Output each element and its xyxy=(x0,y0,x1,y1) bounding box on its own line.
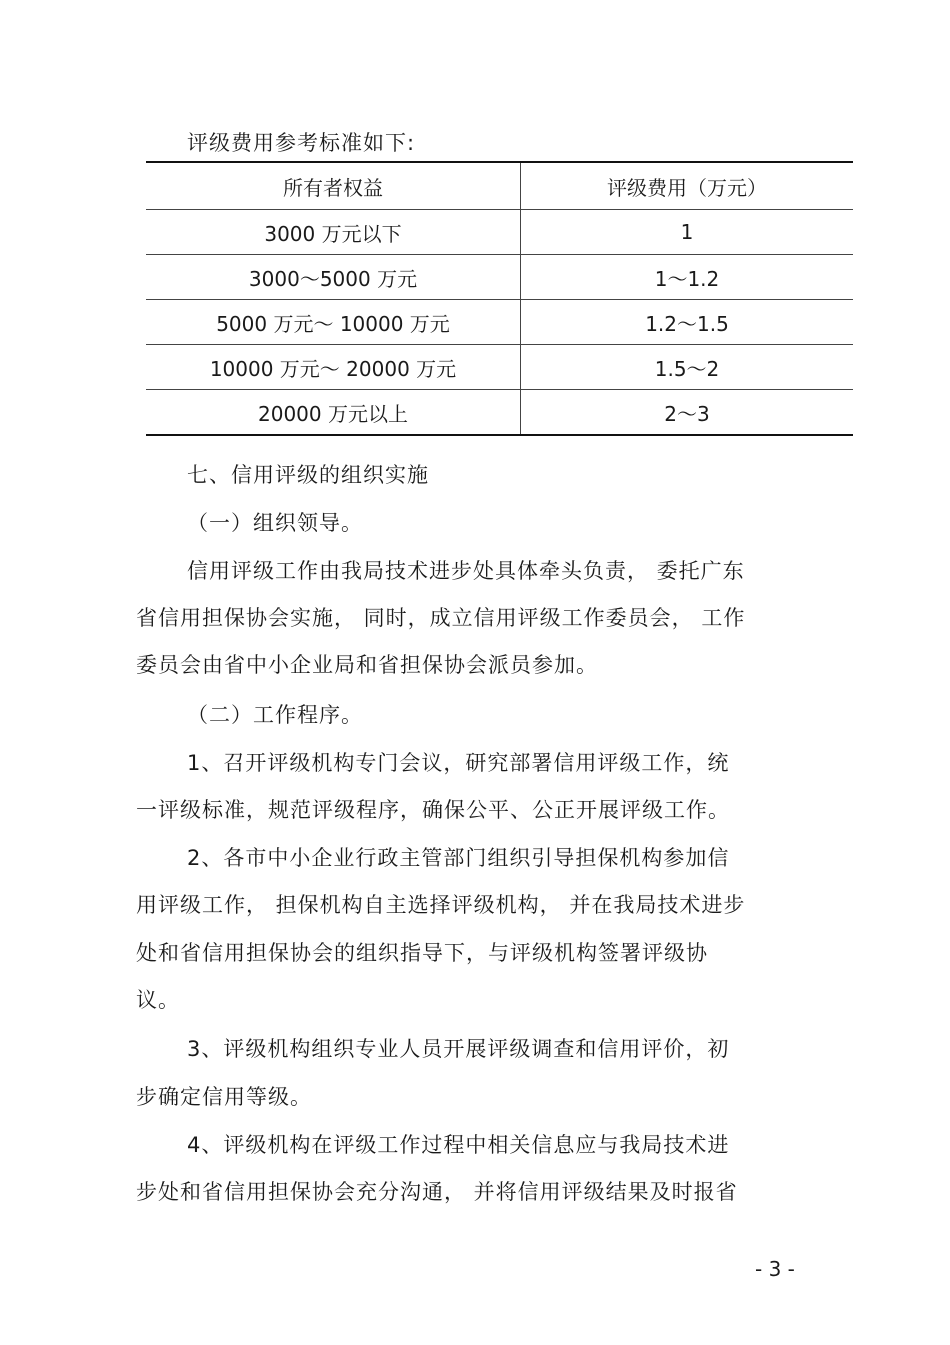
list-item-line: 2、各市中小企业行政主管部门组织引导担保机构参加信 xyxy=(187,846,730,870)
list-item-line: 处和省信用担保协会的组织指导下，与评级机构签署评级协 xyxy=(136,941,708,965)
equity-cell: 5000 万元～ 10000 万元 xyxy=(146,300,521,345)
table-row xyxy=(146,345,853,390)
table-row xyxy=(146,255,853,300)
list-item-line: 步处和省信用担保协会充分沟通， 并将信用评级结果及时报省 xyxy=(136,1180,738,1204)
table-row xyxy=(146,300,853,345)
list-item-line: 用评级工作， 担保机构自主选择评级机构， 并在我局技术进步 xyxy=(136,893,746,917)
header-equity: 所有者权益 xyxy=(146,162,521,210)
paragraph-line: 信用评级工作由我局技术进步处具体牵头负责， 委托广东 xyxy=(187,559,745,583)
equity-cell: 3000 万元以下 xyxy=(146,210,521,255)
fee-cell: 1.2～1.5 xyxy=(521,300,854,345)
list-item-line: 1、召开评级机构专门会议，研究部署信用评级工作，统 xyxy=(187,751,730,775)
list-item-line: 3、评级机构组织专业人员开展评级调查和信用评价，初 xyxy=(187,1037,730,1061)
paragraph-line: 省信用担保协会实施， 同时，成立信用评级工作委员会， 工作 xyxy=(136,606,746,630)
fee-table xyxy=(146,161,853,436)
list-item-line: 议。 xyxy=(136,988,180,1012)
list-item-line: 一评级标准，规范评级程序，确保公平、公正开展评级工作。 xyxy=(136,798,730,822)
page-number: - 3 - xyxy=(755,1257,795,1281)
fee-cell: 1.5～2 xyxy=(521,345,854,390)
section-heading: 七、信用评级的组织实施 xyxy=(187,463,429,487)
table-row xyxy=(146,210,853,255)
equity-cell: 20000 万元以上 xyxy=(146,390,521,436)
fee-cell: 1～1.2 xyxy=(521,255,854,300)
header-fee: 评级费用（万元） xyxy=(521,162,854,210)
subsection-heading-organization: （一）组织领导。 xyxy=(187,511,363,535)
table-intro: 评级费用参考标准如下: xyxy=(187,131,416,155)
list-item-line: 步确定信用等级。 xyxy=(136,1085,312,1109)
paragraph-line: 委员会由省中小企业局和省担保协会派员参加。 xyxy=(136,653,598,677)
equity-cell: 3000～5000 万元 xyxy=(146,255,521,300)
equity-cell: 10000 万元～ 20000 万元 xyxy=(146,345,521,390)
fee-table-header-row xyxy=(146,162,853,210)
fee-cell: 1 xyxy=(521,210,854,255)
subsection-heading-procedure: （二）工作程序。 xyxy=(187,703,363,727)
fee-cell: 2～3 xyxy=(521,390,854,436)
table-row xyxy=(146,390,853,436)
list-item-line: 4、评级机构在评级工作过程中相关信息应与我局技术进 xyxy=(187,1133,730,1157)
